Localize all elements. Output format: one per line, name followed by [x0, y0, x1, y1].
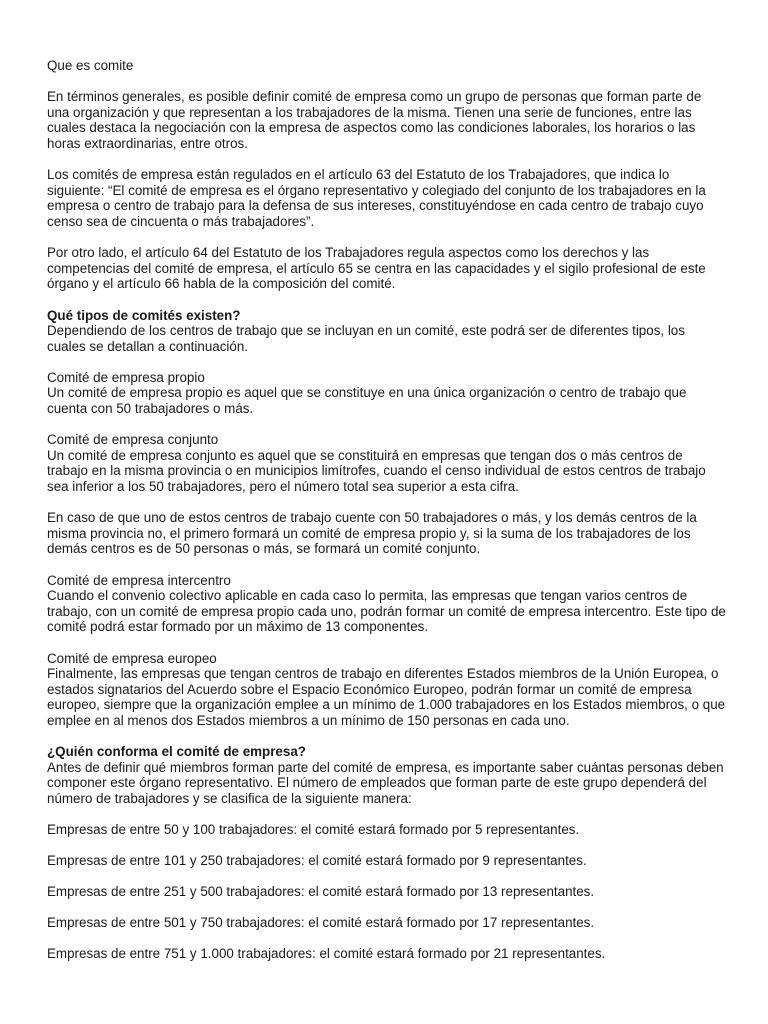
propio-title: Comité de empresa propio [47, 369, 205, 385]
types-heading: Qué tipos de comités existen? [47, 307, 241, 323]
intercentro-title: Comité de empresa intercentro [47, 572, 231, 588]
composition-item: Empresas de entre 501 y 750 trabajadores: el comité estará formado por 17 representantes. [47, 915, 595, 931]
articles-paragraph: Por otro lado, el artículo 64 del Estatuto de los Trabajadores regula aspectos como los derechos y las competencias del comité de empresa, el artículo 65 se centra en las capacidades y el sigilo profesional de este órgano y el artículo 66 habla de la composición del comité. [47, 245, 706, 292]
conjunto-section [47, 432, 727, 494]
composition-intro: Antes de definir qué miembros forman parte del comité de empresa, es importante saber cuántas personas deben componer este órgano representativo. El número de empleados que forman parte de este grupo dependerá del número de trabajadores y se clasifica de la siguiente manera: [47, 759, 724, 806]
composition-heading: ¿Quién conforma el comité de empresa? [47, 744, 306, 760]
composition-item: Empresas de entre 251 y 500 trabajadores: el comité estará formado por 13 representantes. [47, 884, 595, 900]
regulation-paragraph: Los comités de empresa están regulados en el artículo 63 del Estatuto de los Trabajadores, que indica lo siguiente: “El comité de empresa es el órgano representativo y colegiado del conjunto de los trabajadores en la empresa o centro de trabajo para la defensa de sus intereses, constituyéndose en cada centro de trabajo cuyo censo sea de cincuenta o más trabajadores”. [47, 167, 706, 229]
europeo-text: Finalmente, las empresas que tengan centros de trabajo en diferentes Estados miembros de la Unión Europea, o estados signatarios del Acuerdo sobre el Espacio Económico Europeo, podrán formar un comité de empresa europeo, siempre que la organización emplee a un mínimo de 1.000 trabajadores en los Estados miembros, o que emplee en al menos dos Estados miembros a un mínimo de 150 personas en cada uno. [47, 666, 726, 728]
conjunto-extra-paragraph: En caso de que uno de estos centros de trabajo cuente con 50 trabajadores o más, y los demás centros de la misma provincia no, el primero formará un comité de empresa propio y, si la suma de los trabajadores de los demás centros es de 50 personas o más, se formará un comité conjunto. [47, 510, 697, 557]
types-section [47, 308, 727, 355]
types-intro: Dependiendo de los centros de trabajo que se incluyan en un comité, este podrá ser de diferentes tipos, los cuales se detallan a continuación. [47, 323, 685, 354]
propio-section [47, 370, 727, 417]
document-title: Que es comite [47, 58, 134, 73]
intro-paragraph: En términos generales, es posible definir comité de empresa como un grupo de personas que forman parte de una organización y que representan a los trabajadores de la misma. Tienen una serie de funciones, entre las cuales destaca la negociación con la empresa de aspectos como las condiciones laborales, los horarios o las horas extraordinarias, entre otros. [47, 89, 702, 151]
intercentro-section [47, 573, 727, 635]
intercentro-text: Cuando el convenio colectivo aplicable en cada caso lo permita, las empresas que tengan varios centros de trabajo, con un comité de empresa propio cada uno, podrán formar un comité de empresa intercentro. Este tipo de comité podrá estar formado por un máximo de 13 componentes. [47, 588, 726, 635]
composition-section [47, 744, 727, 806]
document-page [47, 58, 727, 977]
composition-item: Empresas de entre 50 y 100 trabajadores: el comité estará formado por 5 representantes. [47, 822, 580, 838]
europeo-section [47, 651, 727, 729]
conjunto-text: Un comité de empresa conjunto es aquel que se constituirá en empresas que tengan dos o más centros de trabajo en la misma provincia o en municipios limítrofes, cuando el censo individual de estos centros de trabajo sea inferior a los 50 trabajadores, pero el número total sea superior a esta cifra. [47, 447, 706, 495]
composition-item: Empresas de entre 751 y 1.000 trabajadores: el comité estará formado por 21 representantes. [47, 946, 606, 962]
composition-item: Empresas de entre 101 y 250 trabajadores: el comité estará formado por 9 representantes. [47, 853, 587, 869]
conjunto-title: Comité de empresa conjunto [47, 432, 219, 448]
europeo-title: Comité de empresa europeo [47, 650, 217, 666]
propio-text: Un comité de empresa propio es aquel que se constituye en una única organización o centro de trabajo que cuenta con 50 trabajadores o más. [47, 385, 687, 417]
